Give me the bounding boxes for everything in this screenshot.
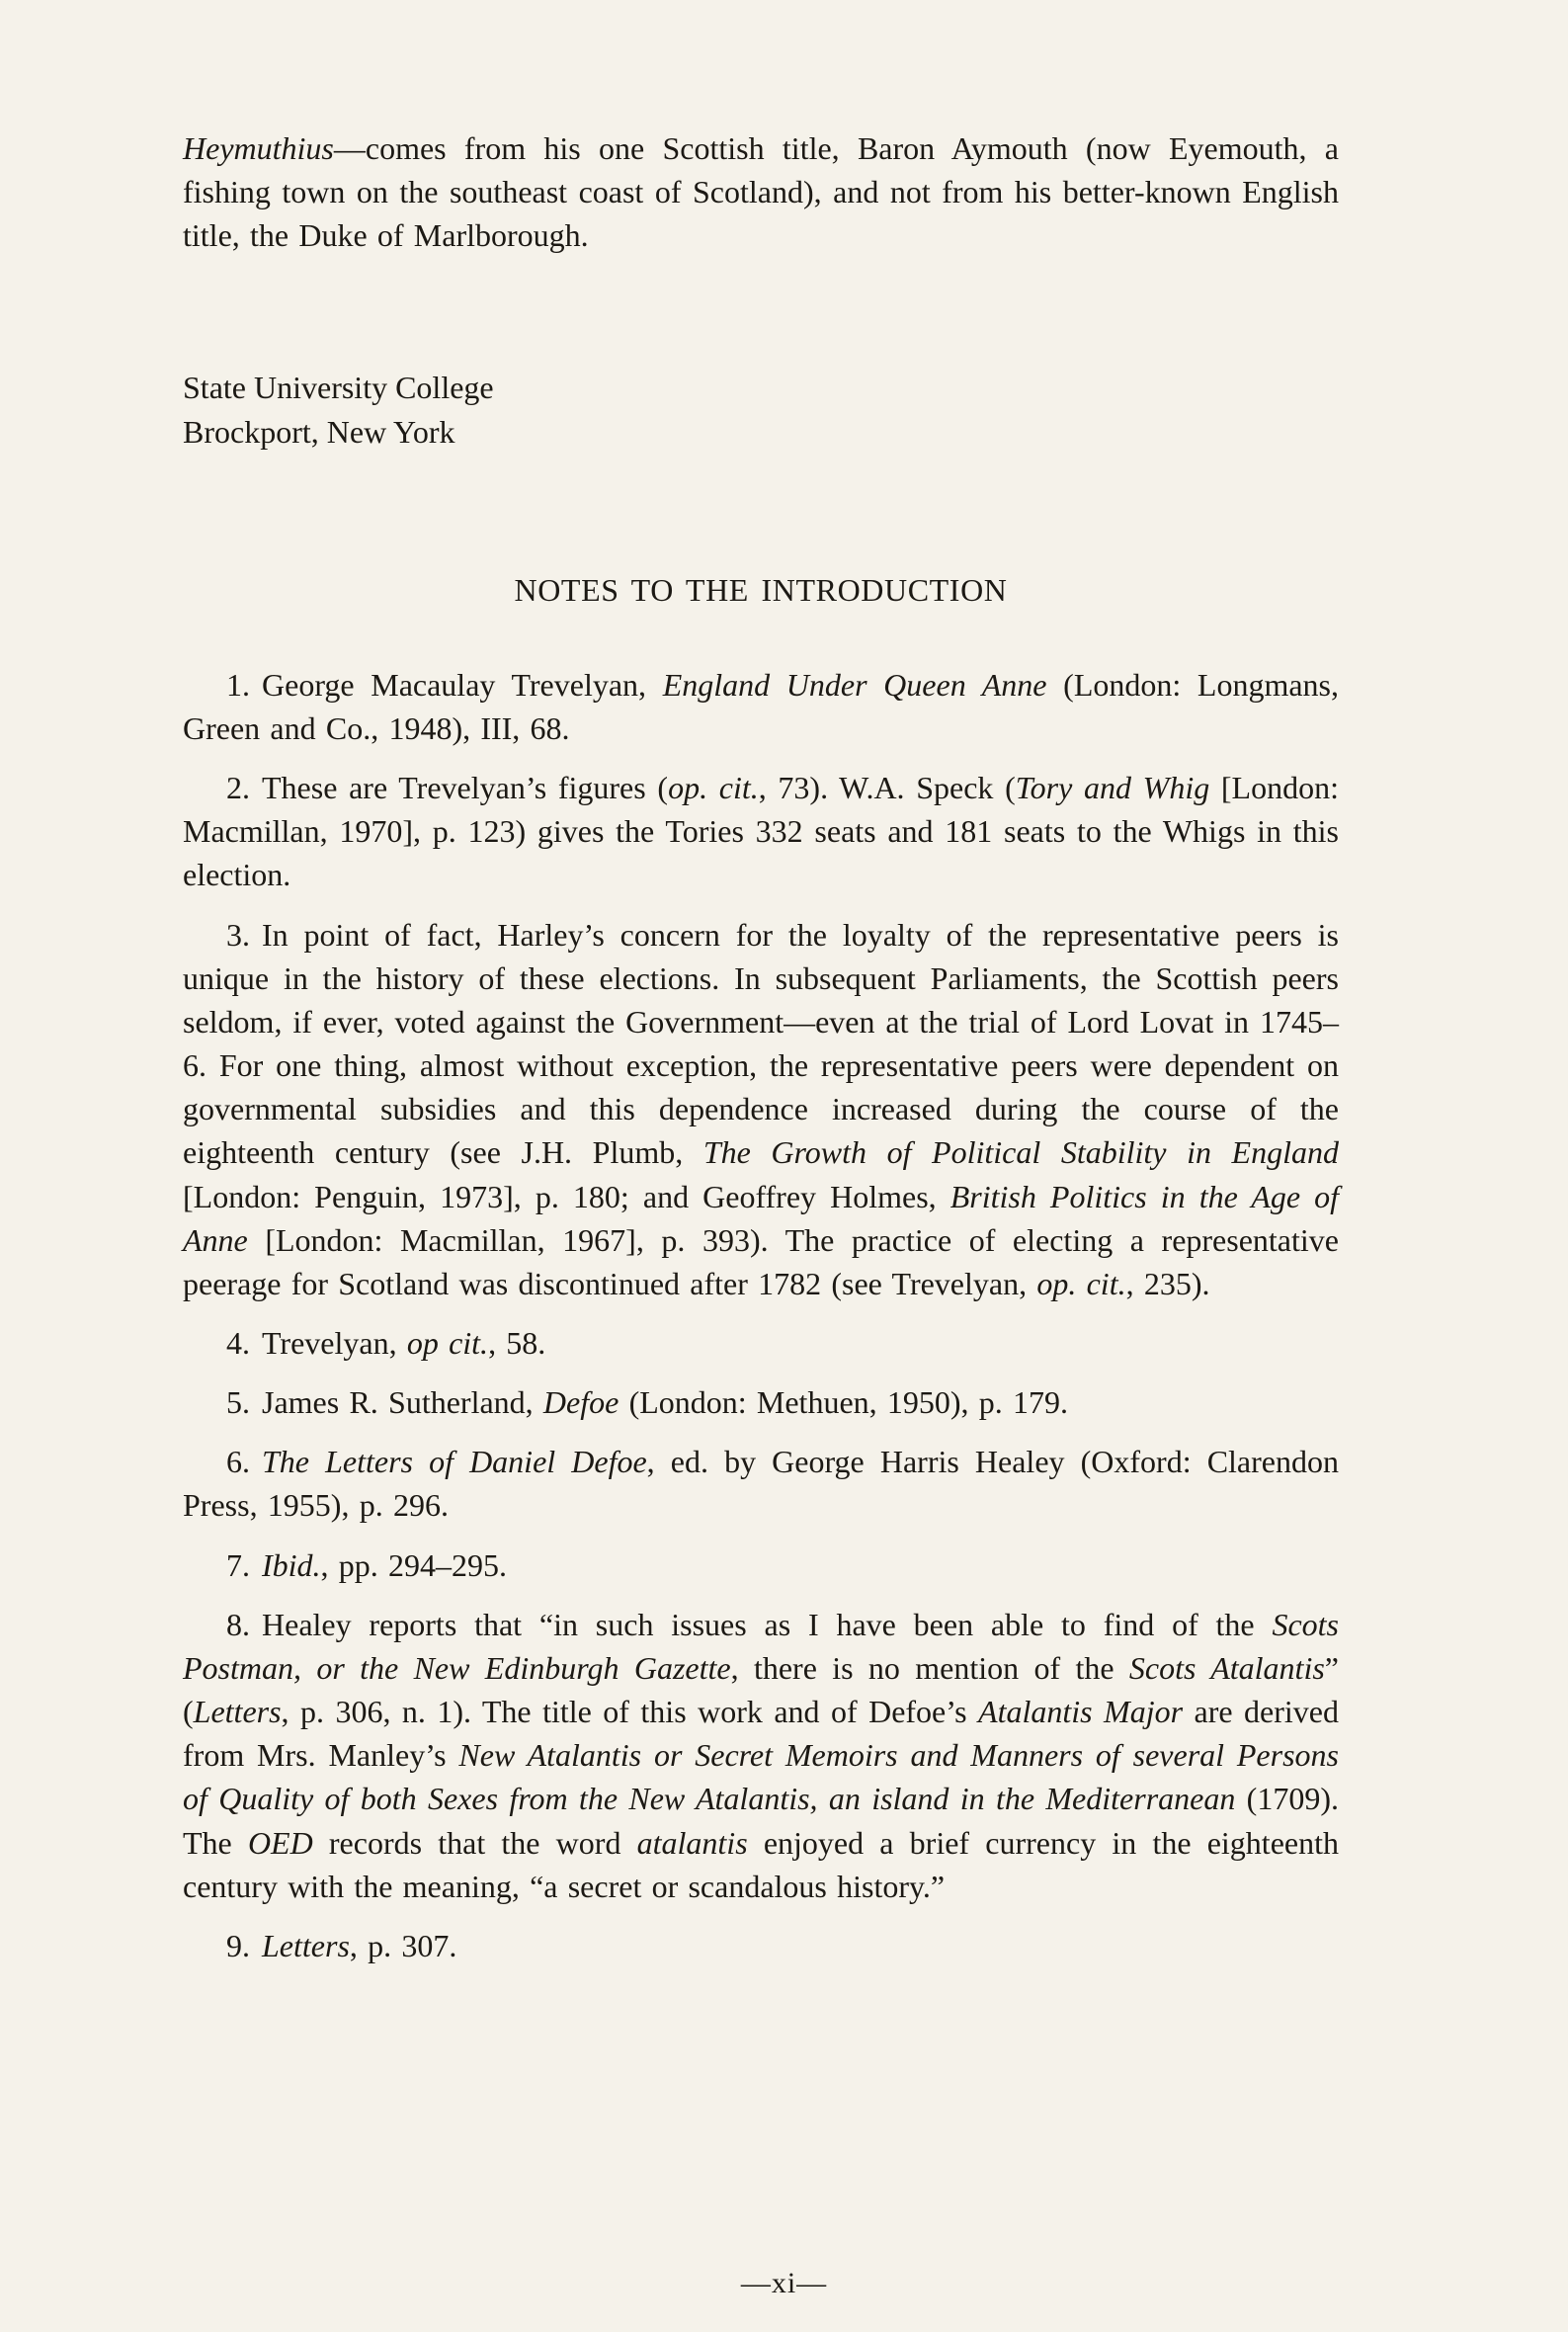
italic-text: Atalantis Major [978, 1694, 1184, 1730]
text-run: records that the word [312, 1824, 637, 1861]
italic-text: Letters [193, 1694, 282, 1730]
italic-text: Tory and Whig [1015, 770, 1210, 806]
text-run: Healey reports that “in such issues as I have been able to find of the [262, 1606, 1273, 1642]
note-paragraph [183, 663, 1339, 750]
note-paragraph [183, 1321, 1339, 1365]
text-run: [London: Macmillan, 1967], p. 393). The practice of electing a representative peerage for Scotland was discontinued after 1782 (see Trevelyan, [183, 1221, 1339, 1301]
text-run: Trevelyan, [262, 1324, 407, 1361]
text-run: —comes from his one Scottish title, Baron Aymouth (now Eyemouth, a fishing town on the southeast coast of Scotland), and not from his better-known English title, the Duke of Marlborough. [183, 130, 1339, 254]
text-run: (1709). The [183, 1781, 1339, 1861]
text-run: These are Trevelyan’s figures ( [262, 770, 669, 806]
note-number: 4. [226, 1324, 250, 1361]
text-run: (London: Methuen, 1950), p. 179. [619, 1384, 1069, 1421]
text-run: ” ( [183, 1649, 1339, 1730]
note-paragraph [183, 913, 1339, 1305]
note-number: 7. [226, 1546, 250, 1583]
italic-text: Heymuthius [183, 130, 334, 166]
text-run: George Macaulay Trevelyan, [262, 666, 663, 703]
text-run: [London: Penguin, 1973], p. 180; and Geoffrey Holmes, [183, 1178, 950, 1214]
note-number: 1. [226, 666, 250, 703]
text-run: , ed. by George Harris Healey (Oxford: Clarendon Press, 1955), p. 296. [183, 1444, 1339, 1524]
text-run: , pp. 294–295. [320, 1546, 508, 1583]
text-run: are derived from Mrs. Manley’s [183, 1694, 1339, 1774]
italic-text: op cit. [406, 1324, 489, 1361]
text-run: (London: Longmans, Green and Co., 1948), III, 68. [183, 666, 1339, 746]
italic-text: The Letters of Daniel Defoe [262, 1444, 647, 1480]
text-run: James R. Sutherland, [262, 1384, 543, 1421]
notes-heading: NOTES TO THE INTRODUCTION [514, 571, 1008, 608]
note-number: 3. [226, 916, 250, 953]
note-paragraph [183, 1603, 1339, 1908]
text-run: In point of fact, Harley’s concern for the loyalty of the representative peers is unique in the history of these elections. In subsequent Parliaments, the Scottish peers seldom, if ever, voted against the Government—even at the trial of Lord Lovat in 1745–6. For one thing, almost without exception, the representative peers were dependent on governmental subsidies and this dependence increased during the course of the eighteenth century (see J.H. Plumb, [183, 916, 1339, 1171]
note-number: 2. [226, 770, 250, 806]
affiliation-line: State University College [183, 370, 494, 406]
text-run: enjoyed a brief currency in the eighteenth century with the meaning, “a secret or scandalous history.” [183, 1824, 1339, 1904]
text-run: , there is no mention of the [730, 1649, 1129, 1686]
text-run: , 58. [488, 1324, 546, 1361]
italic-text: The Growth of Political Stability in England [702, 1134, 1339, 1171]
author-affiliation [183, 366, 1339, 453]
note-paragraph [183, 766, 1339, 896]
page-content [183, 126, 1339, 1983]
italic-text: New Atalantis or Secret Memoirs and Manners of several Persons of Quality of both Sexes from the New Atalantis, an island in the Mediterranean [183, 1737, 1339, 1817]
note-paragraph [183, 1543, 1339, 1587]
italic-text: OED [247, 1824, 313, 1861]
italic-text: op. cit. [1036, 1265, 1126, 1301]
notes-list [183, 663, 1339, 1967]
italic-text: Letters [262, 1927, 350, 1963]
note-paragraph [183, 1440, 1339, 1527]
page-number: —xi— [740, 2267, 828, 2299]
italic-text: Scots Atalantis [1128, 1649, 1325, 1686]
italic-text: British Politics in the Age of Anne [183, 1178, 1340, 1258]
note-number: 8. [226, 1606, 250, 1642]
text-run: , p. 306, n. 1). The title of this work and of Defoe’s [281, 1694, 979, 1730]
text-run: [London: Macmillan, 1970], p. 123) gives the Tories 332 seats and 181 seats to the Whigs in this election. [183, 770, 1339, 893]
text-run: , 235). [1125, 1265, 1210, 1301]
closing-paragraph [183, 126, 1339, 257]
note-number: 6. [226, 1444, 250, 1480]
text-run: , 73). W.A. Speck ( [758, 770, 1016, 806]
affiliation-line: Brockport, New York [183, 413, 455, 450]
italic-text: op. cit. [668, 770, 759, 806]
italic-text: Ibid. [262, 1546, 321, 1583]
italic-text: Scots Postman, or the New Edinburgh Gazette [183, 1606, 1339, 1686]
italic-text: Defoe [542, 1384, 619, 1421]
note-paragraph [183, 1380, 1339, 1424]
text-run: , p. 307. [349, 1927, 457, 1963]
note-paragraph [183, 1924, 1339, 1967]
italic-text: atalantis [636, 1824, 748, 1861]
italic-text: England Under Queen Anne [662, 666, 1047, 703]
note-number: 9. [226, 1927, 250, 1963]
note-number: 5. [226, 1384, 250, 1421]
